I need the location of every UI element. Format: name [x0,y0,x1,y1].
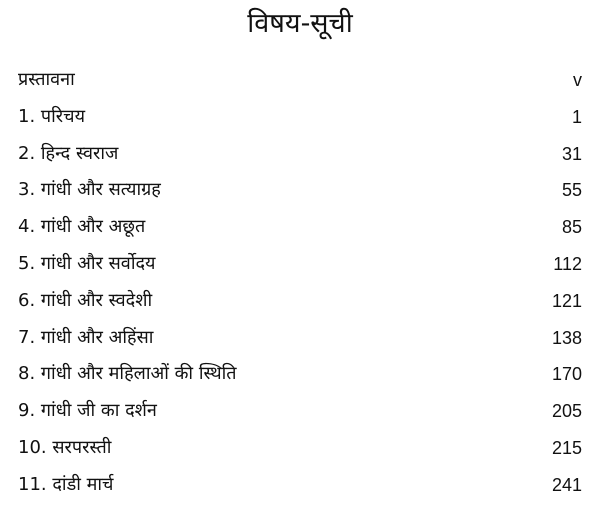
toc-entry-page-number: 205 [551,401,582,422]
toc-entry-page-number: 121 [551,290,582,311]
toc-entry-chapter-11 [18,467,582,504]
toc-entry-preface [18,62,582,99]
toc-entry-page-number: 112 [553,253,582,274]
toc-entry-chapter-7 [18,320,582,357]
toc-entry-label: 4. गांधी और अछूत [18,216,146,238]
table-of-contents [18,62,582,504]
toc-entry-chapter-4 [18,209,582,246]
toc-entry-label: 3. गांधी और सत्याग्रह [18,179,161,201]
toc-entry-page-number: 138 [551,327,582,348]
toc-entry-page-number: 215 [551,437,582,458]
toc-entry-label: 5. गांधी और सर्वोदय [18,252,156,274]
toc-entry-label: 1. परिचय [18,105,86,127]
toc-entry-page-number: 55 [561,180,582,201]
toc-entry-label: प्रस्तावना [18,69,75,90]
toc-entry-label: 8. गांधी और महिलाओं की स्थिति [18,363,237,385]
toc-entry-page-number: v [573,70,582,90]
toc-entry-label: 11. दांडी मार्च [18,473,114,495]
toc-entry-label: 9. गांधी जी का दर्शन [18,400,157,422]
toc-entry-chapter-9 [18,393,582,430]
toc-entry-chapter-5 [18,246,582,283]
toc-entry-chapter-3 [18,172,582,209]
toc-entry-chapter-8 [18,356,582,393]
toc-entry-label: 2. हिन्द स्वराज [18,142,119,164]
toc-entry-chapter-6 [18,283,582,320]
toc-entry-chapter-1 [18,99,582,136]
toc-entry-label: 10. सरपरस्ती [18,436,112,458]
toc-entry-page-number: 1 [571,106,582,127]
toc-entry-page-number: 241 [551,474,582,495]
toc-entry-chapter-2 [18,136,582,173]
page-title: विषय-सूची [247,8,353,39]
toc-entry-page-number: 31 [561,143,582,164]
toc-entry-page-number: 85 [561,217,582,238]
toc-entry-label: 6. गांधी और स्वदेशी [18,289,153,311]
toc-entry-chapter-10 [18,430,582,467]
toc-entry-label: 7. गांधी और अहिंसा [18,326,154,348]
toc-entry-page-number: 170 [551,364,582,385]
